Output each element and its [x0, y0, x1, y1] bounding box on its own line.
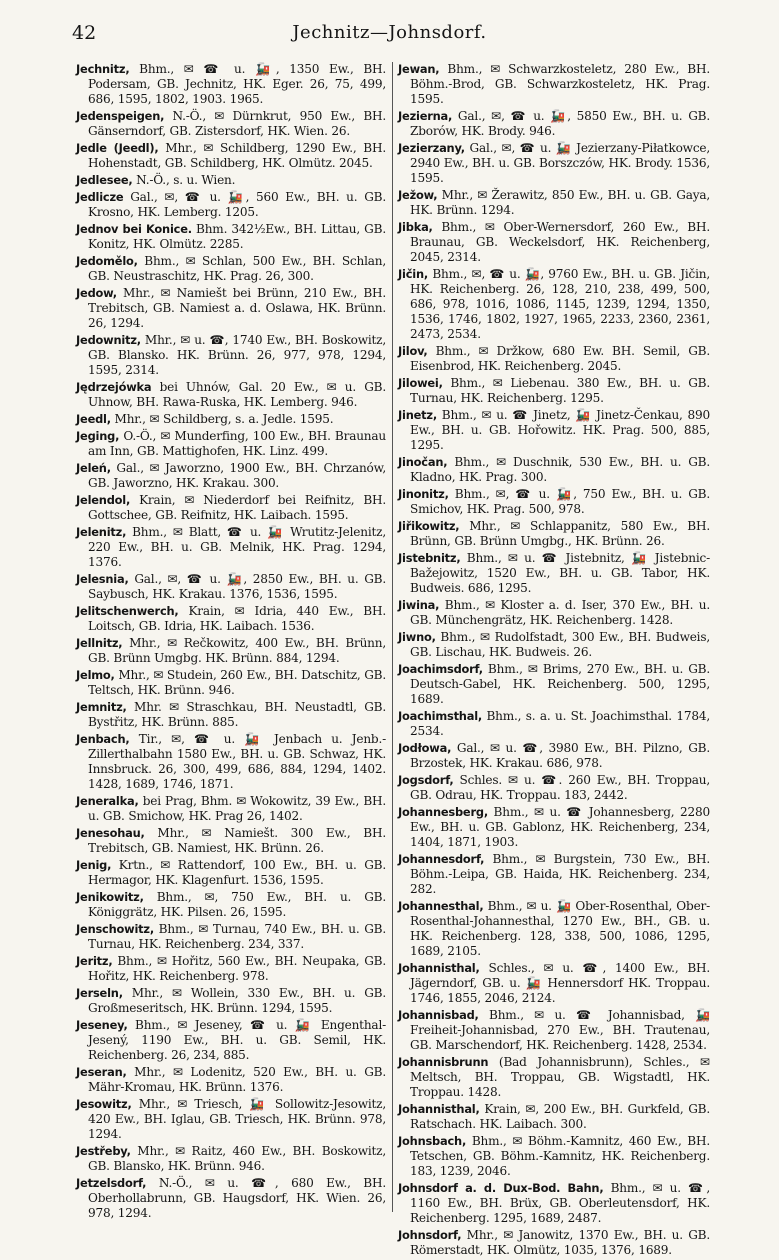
- gazetteer-entry: [76, 858, 386, 888]
- entry-text: Mhr., ✉ Rečkowitz, 400 Ew., BH. Brünn, GB. Brünn Umgbg. HK. Brünn. 884, 1294.: [88, 636, 386, 665]
- entry-text: Bhm., ✉ Rudolfstadt, 300 Ew., BH. Budweis, GB. Lischau, HK. Budweis. 26.: [410, 630, 710, 659]
- gazetteer-entry: [398, 519, 710, 549]
- entry-headword: Jedenspeigen,: [76, 109, 165, 123]
- entry-text: Bhm., ✉ Blatt, ☎ u. 🚂 Wrutitz-Jelenitz, 220 Ew., BH. u. GB. Melnik, HK. Prag. 1294, 1376.: [88, 525, 386, 569]
- gazetteer-entry: [76, 794, 386, 824]
- gazetteer-entry: [398, 62, 710, 107]
- gazetteer-entry: [76, 700, 386, 730]
- entry-text: Krain, ✉, 200 Ew., BH. Gurkfeld, GB. Ratschach. HK. Laibach. 300.: [410, 1102, 710, 1131]
- entry-text: Mhr., ✉ Wollein, 330 Ew., BH. u. GB. Großmeseritsch, HK. Brünn. 1294, 1595.: [88, 986, 386, 1015]
- gazetteer-entry: [398, 1134, 710, 1179]
- entry-text: bei Uhnów, Gal. 20 Ew., ✉ u. GB. Uhnow, BH. Rawa-Ruska, HK. Lemberg. 946.: [88, 380, 386, 409]
- gazetteer-entry: [76, 286, 386, 331]
- gazetteer-entry: [76, 412, 386, 427]
- entry-text: Krain, ✉ Idria, 440 Ew., BH. Loitsch, GB. Idria, HK. Laibach. 1536.: [88, 604, 386, 633]
- gazetteer-entry: [398, 267, 710, 342]
- entry-headword: Johannesdorf,: [398, 852, 485, 866]
- entry-text: Bhm., ✉ u. ☎ Jistebnitz, 🚂 Jistebnic-Bažejowitz, 1520 Ew., BH. u. GB. Tabor, HK. Budweis. 686, 1295.: [410, 551, 710, 595]
- entry-text: Bhm., ✉ Brims, 270 Ew., BH. u. GB. Deutsch-Gabel, HK. Reichenberg. 500, 1295, 1689.: [410, 662, 710, 706]
- gazetteer-entry: [76, 493, 386, 523]
- entry-headword: Johnsdorf,: [398, 1228, 462, 1242]
- entry-headword: Jedow,: [76, 286, 117, 300]
- entry-text: Gal., ✉ Jaworzno, 1900 Ew., BH. Chrzanów, GB. Jaworzno, HK. Krakau. 300.: [88, 461, 386, 490]
- gazetteer-entry: [398, 344, 710, 374]
- entry-headword: Johannisbrunn: [398, 1055, 489, 1069]
- column-divider: [392, 62, 393, 1212]
- gazetteer-entry: [76, 62, 386, 107]
- gazetteer-entry: [76, 890, 386, 920]
- right-column: [398, 62, 710, 1260]
- gazetteer-entry: [76, 954, 386, 984]
- entry-headword: Jinočan,: [398, 455, 448, 469]
- entry-headword: Jenesohau,: [76, 826, 145, 840]
- gazetteer-entry: [398, 852, 710, 897]
- entry-headword: Jetzelsdorf,: [76, 1176, 147, 1190]
- entry-headword: Jeritz,: [76, 954, 113, 968]
- entry-headword: Jedlicze: [76, 190, 124, 204]
- entry-headword: Johannisbad,: [398, 1008, 479, 1022]
- entry-text: Gal., ✉, ☎ u. 🚂, 560 Ew., BH. u. GB. Krosno, HK. Lemberg. 1205.: [88, 190, 386, 219]
- gazetteer-entry: [76, 141, 386, 171]
- entry-headword: Jelitschenwerch,: [76, 604, 179, 618]
- entry-headword: Jednov bei Konice.: [76, 222, 192, 236]
- gazetteer-entry: [76, 173, 386, 188]
- entry-text: Gal., ✉, ☎ u. 🚂, 2850 Ew., BH. u. GB. Saybusch, HK. Krakau. 1376, 1536, 1595.: [88, 572, 386, 601]
- entry-headword: Johnsdorf a. d. Dux-Bod. Bahn,: [398, 1181, 604, 1195]
- entry-headword: Jeedl,: [76, 412, 111, 426]
- gazetteer-entry: [398, 630, 710, 660]
- entry-headword: Jenikowitz,: [76, 890, 144, 904]
- entry-text: Bhm., ✉ Schwarzkosteletz, 280 Ew., BH. Böhm.-Brod, GB. Schwarzkosteletz, HK. Prag. 1595.: [410, 62, 710, 106]
- gazetteer-entry: [76, 1144, 386, 1174]
- entry-text: Mhr., ✉ Schildberg, 1290 Ew., BH. Hohenstadt, GB. Schildberg, HK. Olmütz. 2045.: [88, 141, 386, 170]
- entry-text: Bhm., ✉ Böhm.-Kamnitz, 460 Ew., BH. Tetschen, GB. Böhm.-Kamnitz, HK. Reichenberg. 183, 1239, 2046.: [410, 1134, 710, 1178]
- entry-text: N.-Ö., s. u. Wien.: [132, 173, 236, 187]
- entry-headword: Jedlesee,: [76, 173, 133, 187]
- gazetteer-entry: [398, 899, 710, 959]
- entry-headword: Jinonitz,: [398, 487, 449, 501]
- gazetteer-entry: [398, 1181, 710, 1226]
- entry-text: Krain, ✉ Niederdorf bei Reifnitz, BH. Gottschee, GB. Reifnitz, HK. Laibach. 1595.: [88, 493, 386, 522]
- entry-text: Gal., ✉ u. ☎, 3980 Ew., BH. Pilzno, GB. Brzostek, HK. Krakau. 686, 978.: [410, 741, 710, 770]
- gazetteer-entry: [398, 741, 710, 771]
- entry-text: Bhm., ✉ Ober-Wernersdorf, 260 Ew., BH. Braunau, GB. Weckelsdorf, HK. Reichenberg, 2045, 2314.: [410, 220, 710, 264]
- gazetteer-entry: [398, 188, 710, 218]
- entry-text: Gal., ✉, ☎ u. 🚂, 5850 Ew., BH. u. GB. Zborów, HK. Brody. 946.: [410, 109, 710, 138]
- gazetteer-entry: [398, 662, 710, 707]
- entry-text: bei Prag, Bhm. ✉ Wokowitz, 39 Ew., BH. u. GB. Smichow, HK. Prag 26, 1402.: [88, 794, 386, 823]
- entry-text: Mhr., ✉ Schildberg, s. a. Jedle. 1595.: [110, 412, 334, 426]
- entry-headword: Johannisthal,: [398, 961, 480, 975]
- page-number: 42: [72, 22, 97, 44]
- entry-text: Schles., ✉ u. ☎, 1400 Ew., BH. Jägerndorf, GB. u. 🚂 Hennersdorf HK. Troppau. 1746, 1855, 2046, 2124.: [410, 961, 710, 1005]
- gazetteer-entry: [398, 220, 710, 265]
- entry-text: Mhr., ✉ u. ☎, 1740 Ew., BH. Boskowitz, GB. Blansko. HK. Brünn. 26, 977, 978, 1294, 1595, 2314.: [88, 333, 386, 377]
- entry-text: Bhm., ✉ u. 🚂 Ober-Rosenthal, Ober-Rosenthal-Johannesthal, 1270 Ew., BH., GB. u. HK. Reichenberg. 128, 338, 500, 1086, 1295, 1689, 2105.: [410, 899, 710, 958]
- gazetteer-entry: [76, 1097, 386, 1142]
- entry-text: Mhr., ✉ Namiešt. 300 Ew., BH. Trebitsch, GB. Namiest, HK. Brünn. 26.: [88, 826, 386, 855]
- entry-text: Bhm., ✉ u. ☎ Jinetz, 🚂 Jinetz-Čenkau, 890 Ew., BH. u. GB. Hořowitz. HK. Prag. 500, 885, 1295.: [410, 408, 710, 452]
- entry-text: Mhr., ✉ Žerawitz, 850 Ew., BH. u. GB. Gaya, HK. Brünn. 1294.: [410, 188, 710, 217]
- gazetteer-entry: [76, 380, 386, 410]
- gazetteer-entry: [76, 1018, 386, 1063]
- entry-text: Bhm., ✉ Burgstein, 730 Ew., BH. Böhm.-Leipa, GB. Haida, HK. Reichenberg. 234, 282.: [410, 852, 710, 896]
- entry-text: Gal., ✉, ☎ u. 🚂 Jezierzany-Piłatkowce, 2940 Ew., BH. u. GB. Borszczów, HK. Brody. 1536, 1595.: [410, 141, 710, 185]
- entry-headword: Johannesberg,: [398, 805, 488, 819]
- entry-headword: Jellnitz,: [76, 636, 123, 650]
- entry-headword: Jeseran,: [76, 1065, 127, 1079]
- entry-headword: Jiwina,: [398, 598, 440, 612]
- gazetteer-entry: [76, 254, 386, 284]
- entry-headword: Jeleń,: [76, 461, 111, 475]
- entry-headword: Jelenitz,: [76, 525, 127, 539]
- entry-headword: Jibka,: [398, 220, 433, 234]
- entry-headword: Johannisthal,: [398, 1102, 480, 1116]
- entry-headword: Joachimsdorf,: [398, 662, 483, 676]
- entry-text: Krtn., ✉ Rattendorf, 100 Ew., BH. u. GB. Hermagor, HK. Klagenfurt. 1536, 1595.: [88, 858, 386, 887]
- gazetteer-entry: [76, 922, 386, 952]
- entry-headword: Jeseney,: [76, 1018, 128, 1032]
- entry-headword: Jogsdorf,: [398, 773, 454, 787]
- entry-headword: Jestřeby,: [76, 1144, 131, 1158]
- entry-headword: Jinetz,: [398, 408, 437, 422]
- gazetteer-entry: [398, 961, 710, 1006]
- entry-headword: Jezierna,: [398, 109, 453, 123]
- entry-text: Bhm., ✉ Duschnik, 530 Ew., BH. u. GB. Kladno, HK. Prag. 300.: [410, 455, 710, 484]
- gazetteer-entry: [76, 222, 386, 252]
- entry-text: Bhm., ✉, 750 Ew., BH. u. GB. Königgrätz, HK. Pilsen. 26, 1595.: [88, 890, 386, 919]
- gazetteer-entry: [398, 408, 710, 453]
- entry-text: Bhm., ✉ u. ☎ Johannisbad, 🚂 Freiheit-Johannisbad, 270 Ew., BH. Trautenau, GB. Marschendorf, HK. Reichenberg. 1428, 2534.: [410, 1008, 710, 1052]
- entry-headword: Jechnitz,: [76, 62, 130, 76]
- entry-headword: Jesowitz,: [76, 1097, 132, 1111]
- entry-text: (Bad Johannisbrunn), Schles., ✉ Meltsch, BH. Troppau, GB. Wigstadtl, HK. Troppau. 1428.: [410, 1055, 710, 1099]
- gazetteer-entry: [76, 636, 386, 666]
- entry-text: Bhm., ✉ Kloster a. d. Iser, 370 Ew., BH. u. GB. Münchengrätz, HK. Reichenberg. 1428.: [410, 598, 710, 627]
- gazetteer-entry: [76, 732, 386, 792]
- entry-headword: Jedomělo,: [76, 254, 138, 268]
- gazetteer-entry: [398, 709, 710, 739]
- entry-text: Mhr., ✉ Lodenitz, 520 Ew., BH. u. GB. Mähr-Kromau, HK. Brünn. 1376.: [88, 1065, 386, 1094]
- entry-headword: Ježow,: [398, 188, 438, 202]
- gazetteer-entry: [76, 986, 386, 1016]
- entry-headword: Jodłowa,: [398, 741, 452, 755]
- gazetteer-entry: [398, 487, 710, 517]
- entry-headword: Jelesnia,: [76, 572, 129, 586]
- entry-text: Bhm., ✉ Držkow, 680 Ew. BH. Semil, GB. Eisenbrod, HK. Reichenberg. 2045.: [410, 344, 710, 373]
- page-header: [70, 22, 709, 44]
- entry-headword: Joachimsthal,: [398, 709, 483, 723]
- entry-headword: Johnsbach,: [398, 1134, 467, 1148]
- gazetteer-entry: [398, 1008, 710, 1053]
- entry-headword: Jedownitz,: [76, 333, 141, 347]
- entry-headword: Jenschowitz,: [76, 922, 154, 936]
- entry-text: Mhr. ✉ Straschkau, BH. Neustadtl, GB. Bystřitz, HK. Brünn. 885.: [88, 700, 386, 729]
- entry-headword: Jedle (Jeedl),: [76, 141, 159, 155]
- gazetteer-entry: [398, 773, 710, 803]
- entry-text: Bhm., ✉ Liebenau. 380 Ew., BH. u. GB. Turnau, HK. Reichenberg. 1295.: [410, 376, 710, 405]
- entry-headword: Jiřikowitz,: [398, 519, 460, 533]
- entry-headword: Jerseln,: [76, 986, 123, 1000]
- entry-text: Bhm., ✉, ☎ u. 🚂, 9760 Ew., BH. u. GB. Jičin, HK. Reichenberg. 26, 128, 210, 238, 499, 500, 686, 978, 1016, 1086, 1145, 1239, 1294, 1350, 1536, 1746, 1802, 1927, 1965, 2233, 2360, 2361, 2473, 2534.: [410, 267, 710, 341]
- running-head: Jechnitz—Johnsdorf.: [292, 22, 487, 43]
- gazetteer-entry: [76, 525, 386, 570]
- entry-text: Bhm., ✉ u. ☎, 1160 Ew., BH. Brüx, GB. Oberleutensdorf, HK. Reichenberg. 1295, 1689, 2487.: [410, 1181, 710, 1225]
- gazetteer-entry: [76, 826, 386, 856]
- entry-headword: Johannesthal,: [398, 899, 484, 913]
- entry-headword: Jędrzejówka: [76, 380, 152, 394]
- gazetteer-entry: [398, 551, 710, 596]
- gazetteer-entry: [76, 190, 386, 220]
- entry-text: Bhm. 342½Ew., BH. Littau, GB. Konitz, HK. Olmütz. 2285.: [88, 222, 386, 251]
- entry-headword: Jelmo,: [76, 668, 115, 682]
- entry-headword: Jičin,: [398, 267, 429, 281]
- entry-headword: Jilov,: [398, 344, 428, 358]
- gazetteer-entry: [76, 668, 386, 698]
- entry-text: Mhr., ✉ Studein, 260 Ew., BH. Datschitz, GB. Teltsch, HK. Brünn. 946.: [88, 668, 386, 697]
- gazetteer-entry: [76, 109, 386, 139]
- entry-text: Bhm., s. a. u. St. Joachimsthal. 1784, 2534.: [410, 709, 710, 738]
- gazetteer-entry: [398, 141, 710, 186]
- entry-headword: Jenig,: [76, 858, 112, 872]
- entry-headword: Jelendol,: [76, 493, 131, 507]
- entry-headword: Jeging,: [76, 429, 120, 443]
- entry-text: Bhm., ✉ Schlan, 500 Ew., BH. Schlan, GB. Neustraschitz, HK. Prag. 26, 300.: [88, 254, 386, 283]
- gazetteer-entry: [76, 333, 386, 378]
- entry-text: N.-Ö., ✉ u. ☎, 680 Ew., BH. Oberhollabrunn, GB. Haugsdorf, HK. Wien. 26, 978, 1294.: [88, 1176, 386, 1220]
- entry-text: Bhm., ✉ ☎ u. 🚂, 1350 Ew., BH. Podersam, GB. Jechnitz, HK. Eger. 26, 75, 499, 686, 1595, 1802, 1903. 1965.: [88, 62, 386, 106]
- gazetteer-entry: [76, 461, 386, 491]
- entry-headword: Jezierzany,: [398, 141, 465, 155]
- entry-text: Mhr., ✉ Raitz, 460 Ew., BH. Boskowitz, GB. Blansko, HK. Brünn. 946.: [88, 1144, 386, 1173]
- gazetteer-entry: [398, 1228, 710, 1258]
- entry-text: Bhm., ✉ Jeseney, ☎ u. 🚂 Engenthal-Jesený, 1190 Ew., BH. u. GB. Semil, HK. Reichenberg. 26, 234, 885.: [88, 1018, 386, 1062]
- gazetteer-entry: [398, 805, 710, 850]
- gazetteer-entry: [76, 1065, 386, 1095]
- left-column: [76, 62, 386, 1223]
- entry-headword: Jewan,: [398, 62, 440, 76]
- entry-text: Tir., ✉, ☎ u. 🚂 Jenbach u. Jenb.-Zillerthalbahn 1580 Ew., BH. u. GB. Schwaz, HK. Innsbruck. 26, 300, 499, 686, 884, 1294, 1402. 1428, 1689, 1746, 1871.: [88, 732, 386, 791]
- entry-text: Mhr., ✉ Janowitz, 1370 Ew., BH. u. GB. Römerstadt, HK. Olmütz, 1035, 1376, 1689.: [410, 1228, 710, 1257]
- entry-headword: Jeneralka,: [76, 794, 139, 808]
- gazetteer-entry: [76, 429, 386, 459]
- gazetteer-entry: [398, 1055, 710, 1100]
- gazetteer-entry: [398, 1102, 710, 1132]
- entry-text: Bhm., ✉ Hořitz, 560 Ew., BH. Neupaka, GB. Hořitz, HK. Reichenberg. 978.: [88, 954, 386, 983]
- gazetteer-entry: [76, 604, 386, 634]
- gazetteer-entry: [398, 455, 710, 485]
- entry-headword: Jiwno,: [398, 630, 436, 644]
- gazetteer-entry: [76, 1176, 386, 1221]
- entry-text: Schles. ✉ u. ☎. 260 Ew., BH. Troppau, GB. Odrau, HK. Troppau. 183, 2442.: [410, 773, 710, 802]
- gazetteer-entry: [398, 598, 710, 628]
- entry-text: Bhm., ✉, ☎ u. 🚂, 750 Ew., BH. u. GB. Smichov, HK. Prag. 500, 978.: [410, 487, 710, 516]
- entry-text: Bhm., ✉ Turnau, 740 Ew., BH. u. GB. Turnau, HK. Reichenberg. 234, 337.: [88, 922, 386, 951]
- entry-headword: Jemnitz,: [76, 700, 127, 714]
- entry-text: N.-Ö., ✉ Dürnkrut, 950 Ew., BH. Gänserndorf, GB. Zistersdorf, HK. Wien. 26.: [88, 109, 386, 138]
- gazetteer-entry: [398, 376, 710, 406]
- entry-text: Mhr., ✉ Namiešt bei Brünn, 210 Ew., BH. Trebitsch, GB. Namiest a. d. Oslawa, HK. Brünn. 26, 1294.: [88, 286, 386, 330]
- entry-text: O.-Ö., ✉ Munderfing, 100 Ew., BH. Braunau am Inn, GB. Mattighofen, HK. Linz. 499.: [88, 429, 386, 458]
- entry-text: Mhr., ✉ Triesch, 🚂 Sollowitz-Jesowitz, 420 Ew., BH. Iglau, GB. Triesch, HK. Brünn. 978, 1294.: [88, 1097, 386, 1141]
- gazetteer-entry: [76, 572, 386, 602]
- entry-headword: Jilowei,: [398, 376, 443, 390]
- entry-text: Mhr., ✉ Schlappanitz, 580 Ew., BH. Brünn, GB. Brünn Umgbg., HK. Brünn. 26.: [410, 519, 710, 548]
- entry-text: Bhm., ✉ u. ☎ Johannesberg, 2280 Ew., BH. u. GB. Gablonz, HK. Reichenberg, 234, 1404, 1871, 1903.: [410, 805, 710, 849]
- entry-headword: Jistebnitz,: [398, 551, 461, 565]
- entry-headword: Jenbach,: [76, 732, 130, 746]
- gazetteer-entry: [398, 109, 710, 139]
